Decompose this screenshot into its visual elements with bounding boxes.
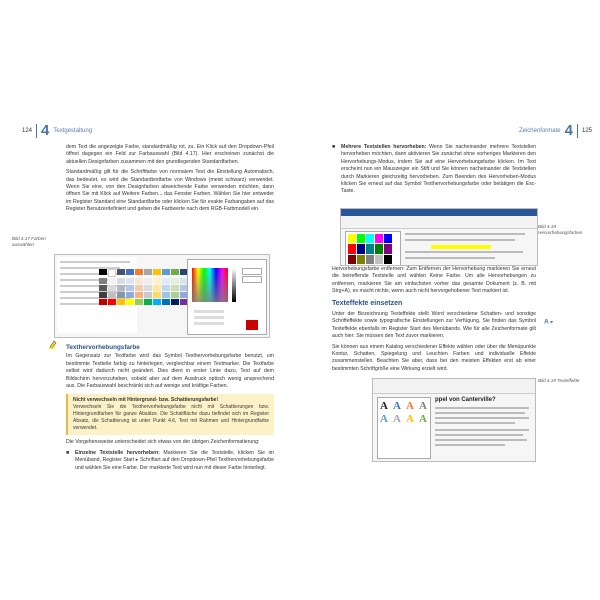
left-column-bottom [66,340,274,472]
text-effects-icon [544,316,554,326]
screenshot-highlight-colors [340,208,538,266]
paragraph: Unter der Bezeichnung Texteffekte stellt Word verschiedene Schatten- und sonstige Schrifteffekte sowie typografische Einstellungen zur Verfügung. Sie finden das Symbol Texteffekte ebenfalls im Register Start des Menübands. Wie für alle Zeichenformate gilt auch hier: Sie müssen den Text zuvor markieren. [332,311,536,340]
tip-box [66,394,274,435]
tip-text: Verwechseln Sie die Texthervorhebungsfarbe nicht mit Schattierungen bzw. Hintergrundfarben für ganze Absätze. Die Schaltfläche dazu befindet sich im Register Absatz, die Schattierung ist unter Punkt 4.6, Text mit Rahmen und Hintergrundfarbe verwendet. [73,404,269,432]
left-column-top [66,144,274,217]
tip-title: Nicht verwechseln mit Hintergrund- bzw. Schattierungsfarbe! [73,397,219,404]
right-header [519,122,592,139]
colors-dialog [187,259,267,335]
svg-text:A: A [544,318,549,326]
screenshot-text-effects [372,378,536,462]
list-item: ■ Mehrere Textstellen hervorheben: Wenn Sie nacheinander mehrere Textstellen hervorheben möchten, dann aktivieren Sie zunächst ohne vorheriges Markieren den Hervorhebungs-Modus, indem Sie auf eine Hervorhebungsfarbe klicken. Im Text erscheint nun ein Mauszeiger ein Stift und Sie können nacheinander die Textstellen durch Markieren gleichzeitig hervorheben. Zum Beenden des Hervorheben-Modus klicken Sie erneut auf das Symbol Texthervorhebungsfarbe oder betätigen die Esc-Taste. [332,144,536,195]
section-heading: Texteffekte einsetzen [332,299,403,307]
paragraph: Hervorhebungsfarbe entfernen: Zum Entfernen der Hervorhebung markieren Sie erneut die betreffende Textstelle und wählen Keine Farbe. Um alle Hervorhebungen zu entfernen, markieren Sie am einfachsten vorher das gesamte Dokument (z. B. mit Strg+A), es macht nichts, wenn auch nicht hervorgehobener Text markiert ist. [332,266,536,295]
caption: Bild 4.19 Texteffekte [538,378,580,383]
right-page [300,0,600,600]
left-header [22,122,92,139]
color-grid[interactable] [99,269,188,305]
paragraph: Im Gegensatz zur Textfarbe wird das Symbol Texthervorhebungsfarbe benutzt, um bestimmte Textteile farbig zu hinterlegen, vergleichbar einem Textmarker. Die Textfarbe selbst wird dadurch nicht geändert. Dies dient in erster Linie dazu, Text auf dem Bildschirm hervorzuheben, sobald aber auf dem Ausdruck optisch wenig ansprechend aus. Die Farbauswahl beschränkt sich auf wenige und kräftige Farben. [66,353,274,390]
right-column-bottom [332,266,536,376]
list-item: ■ Einzelne Textstelle hervorheben: Markieren Sie die Textstelle, klicken Sie im Menüband, Register Start ▸ Schriftart auf den Dropdown-Pfeil Texthervorhebungsfarbe und wählen Sie eine Farbe. Der markierte Text wird nun mit dieser Farbe hinterlegt. [66,449,274,471]
highlighter-icon [48,339,58,349]
caption: Bild 4.18 Hervorhebungsfarben [538,224,583,235]
chapter-title: Textgestaltung [53,127,93,134]
screenshot-color-picker [54,254,270,338]
page-number: 124 [22,127,33,134]
chapter-number: 4 [41,122,50,139]
effects-gallery[interactable]: A A A A A A A A [377,397,431,459]
page-number: 125 [581,127,592,134]
paragraph: Sie können aus einem Katalog verschiedener Effekte wählen oder über die Menüpunkte Kontur, Schatten, Spiegelung und Leuchten Farben und individuelle Effekte zusammenstellen. Beachten Sie aber, dass bei den meisten Effekten erst ab einer bestimmten Schriftgröße eine Wirkung erzielt wird. [332,343,536,372]
chapter-title: Zeichenformate [518,127,561,134]
paragraph: dem Text die angezeigte Farbe, standardmäßig rot, zu. Ein Klick auf den Dropdown-Pfeil öffnet dagegen ein Feld zur Farbauswahl (Bild 4.17). Hier erscheinen zunächst die aktuellen Designfarben zusammen mit den grundlegenden Standardfarben. [66,144,274,165]
section-heading: Texthervorhebungsfarbe [66,344,140,351]
document-heading: ppel von Canterville? [435,397,496,403]
caption: Bild 4.17 Farben auswählen [12,236,46,247]
right-column-top [332,144,536,196]
paragraph: Die Vorgehensweise unterscheidet sich etwas von der übrigen Zeichenformatierung: [66,439,260,446]
chapter-number: 4 [564,122,573,139]
paragraph: Standardmäßig gilt für die Schriftfarbe von normalem Text die Einstellung Automatisch, das bedeutet, es wird die Standardtextfarbe von Windows (meist schwarz) verwendet. Wenn Sie eine, von den Designfarben abweichende Farbe verwenden möchten, dann öffnen Sie mit Klick auf Weitere Farben... das Fenster Farben. Wählen Sie hier entweder im Register Standard eine Standardfarbe oder klicken Sie für exakte Farbangaben auf das Register Benutzerdefiniert und geben die Farbwerte nach dem RGB-Farbmodell ein. [66,169,274,213]
